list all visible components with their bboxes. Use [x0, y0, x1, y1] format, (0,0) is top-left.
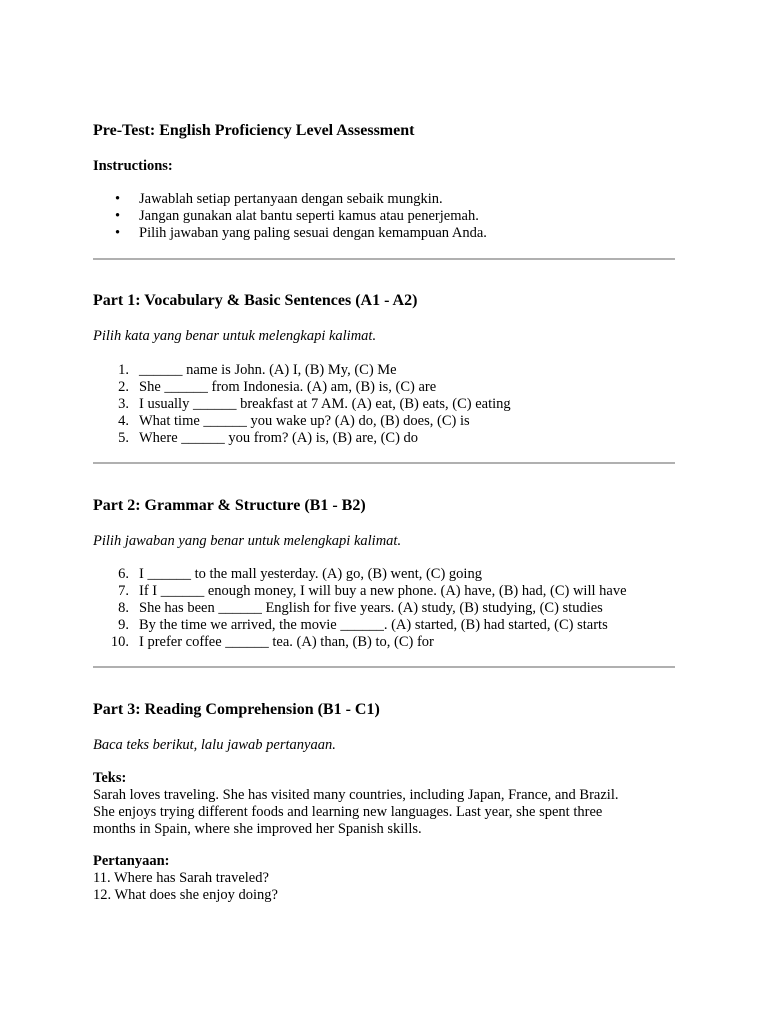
- instructions-list: [93, 191, 487, 242]
- part2-questions: [93, 566, 627, 651]
- passage-line: Sarah loves traveling. She has visited many countries, including Japan, France, and Brazil.: [93, 787, 619, 803]
- list-item: • Jangan gunakan alat bantu seperti kamus atau penerjemah.: [115, 208, 479, 224]
- part2-note: Pilih jawaban yang benar untuk melengkapi kalimat.: [93, 533, 402, 549]
- part1-questions: [93, 362, 511, 447]
- question-item: 1. ______ name is John. (A) I, (B) My, (C) Me: [118, 362, 397, 378]
- question-item: 10. I prefer coffee ______ tea. (A) than, (B) to, (C) for: [110, 634, 434, 650]
- instructions-label: Instructions:: [93, 158, 173, 174]
- question-item: 5. Where ______ you from? (A) is, (B) are, (C) do: [118, 430, 419, 446]
- question-item: 8. She has been ______ English for five years. (A) study, (B) studying, (C) studies: [118, 600, 603, 616]
- question-item: 11. Where has Sarah traveled?: [93, 870, 269, 886]
- bullet-icon: •: [115, 208, 121, 224]
- text-label: Teks:: [93, 770, 127, 786]
- question-item: 12. What does she enjoy doing?: [93, 887, 278, 903]
- divider: [93, 462, 675, 464]
- divider: [93, 666, 675, 668]
- bullet-icon: •: [115, 191, 121, 207]
- part1-note: Pilih kata yang benar untuk melengkapi kalimat.: [93, 328, 377, 344]
- question-item: 7. If I ______ enough money, I will buy a new phone. (A) have, (B) had, (C) will have: [118, 583, 627, 599]
- question-item: 9. By the time we arrived, the movie ______. (A) started, (B) had started, (C) starts: [118, 617, 608, 633]
- question-item: 3. I usually ______ breakfast at 7 AM. (A) eat, (B) eats, (C) eating: [118, 396, 511, 412]
- question-item: 4. What time ______ you wake up? (A) do, (B) does, (C) is: [118, 413, 470, 429]
- part2-heading: Part 2: Grammar & Structure (B1 - B2): [93, 497, 366, 514]
- page-title: Pre-Test: English Proficiency Level Assessment: [93, 122, 415, 139]
- part1-heading: Part 1: Vocabulary & Basic Sentences (A1 - A2): [93, 292, 418, 309]
- passage-line: She enjoys trying different foods and learning new languages. Last year, she spent three: [93, 804, 603, 820]
- part3-heading: Part 3: Reading Comprehension (B1 - C1): [93, 701, 380, 718]
- reading-passage: [93, 770, 619, 838]
- bullet-icon: •: [115, 225, 121, 241]
- question-item: 2. She ______ from Indonesia. (A) am, (B) is, (C) are: [118, 379, 437, 395]
- part3-note: Baca teks berikut, lalu jawab pertanyaan.: [93, 737, 336, 753]
- list-item: • Jawablah setiap pertanyaan dengan sebaik mungkin.: [115, 191, 443, 207]
- comprehension-questions: [93, 853, 278, 904]
- questions-label: Pertanyaan:: [93, 853, 170, 869]
- passage-line: months in Spain, where she improved her Spanish skills.: [93, 821, 422, 837]
- question-item: 6. I ______ to the mall yesterday. (A) go, (B) went, (C) going: [118, 566, 482, 582]
- divider: [93, 258, 675, 260]
- list-item: • Pilih jawaban yang paling sesuai dengan kemampuan Anda.: [115, 225, 487, 241]
